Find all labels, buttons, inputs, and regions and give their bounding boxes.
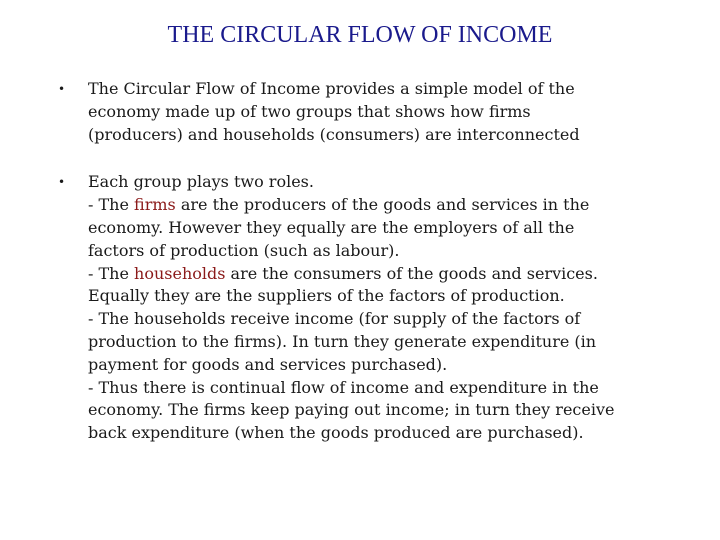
bullet-2-line-6: Equally they are the suppliers of the factors of production.	[88, 286, 565, 306]
text-segment: are the producers of the goods and services in the	[175, 195, 590, 215]
bullet-2-line-10: - Thus there is continual flow of income and expenditure in the	[88, 377, 599, 397]
highlight-households: households	[134, 263, 226, 283]
bullet-list	[58, 78, 698, 445]
bullet-2-line-5	[88, 263, 698, 286]
bullet-2-line-11: economy. The firms keep paying out income; in turn they receive	[88, 400, 615, 420]
bullet-1-line-1: The Circular Flow of Income provides a simple model of the	[88, 79, 575, 98]
bullet-2-line-7: - The households receive income (for supply of the factors of	[88, 309, 581, 329]
text-segment: - The	[88, 263, 135, 283]
bullet-2-line-9: payment for goods and services purchased).	[88, 354, 448, 374]
highlight-firms: firms	[134, 195, 176, 215]
bullet-marker: •	[58, 82, 66, 96]
bullet-1-line-2: economy made up of two groups that shows how firms	[88, 101, 531, 121]
bullet-2-line-2	[88, 194, 698, 217]
text-segment: are the consumers of the goods and services.	[225, 263, 598, 283]
bullet-2-line-8: production to the firms). In turn they generate expenditure (in	[88, 331, 597, 351]
slide-title: THE CIRCULAR FLOW OF INCOME	[167, 22, 553, 48]
bullet-marker: •	[58, 175, 66, 190]
bullet-2-line-3: economy. However they equally are the employers of all the	[88, 217, 575, 237]
bullet-1-line-3: (producers) and households (consumers) are interconnected	[88, 124, 580, 144]
bullet-item-circular-flow	[58, 78, 698, 146]
bullet-2-line-12: back expenditure (when the goods produced are purchased).	[88, 423, 584, 443]
bullet-2-line-1: Each group plays two roles.	[88, 172, 314, 192]
text-segment: - The	[88, 195, 135, 215]
bullet-2-line-4: factors of production (such as labour).	[88, 240, 400, 260]
bullet-item-two-roles	[58, 171, 698, 445]
